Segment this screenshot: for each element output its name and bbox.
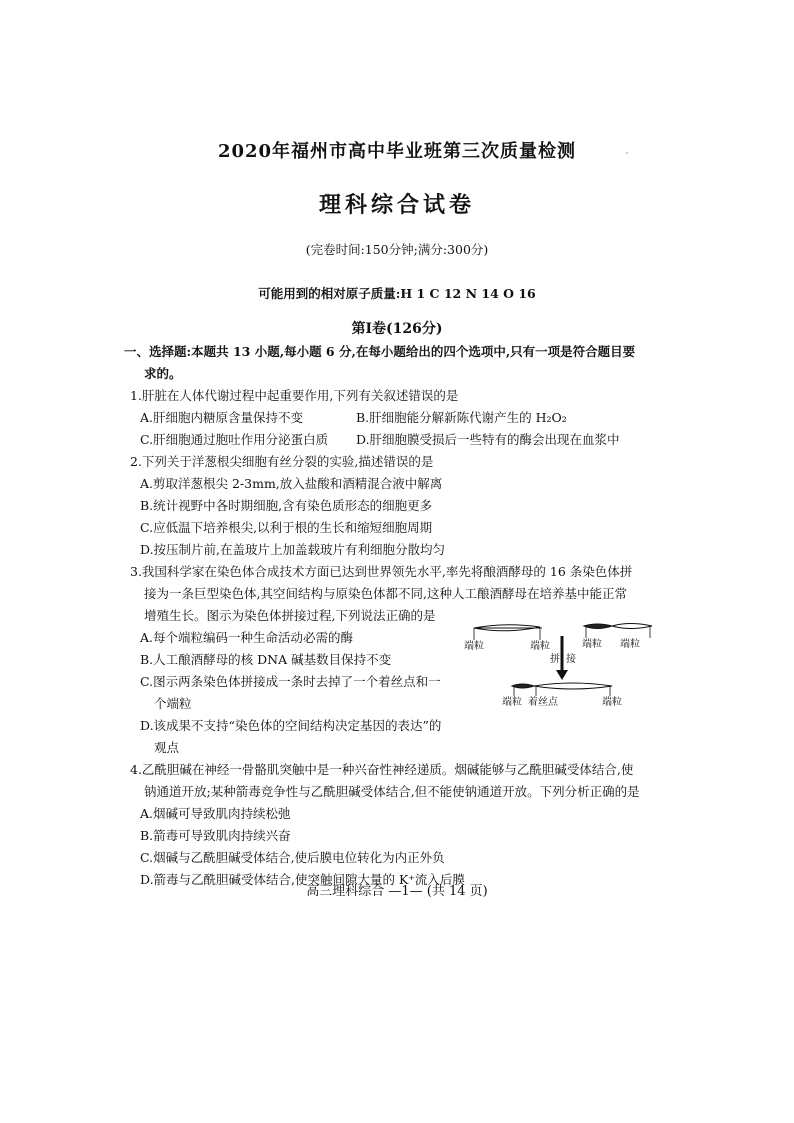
label-splice-2: 接: [566, 654, 576, 665]
q3-option-b: B.人工酿酒酵母的核 DNA 碱基数目保持不变: [140, 652, 392, 667]
q3-option-c-line1: C.图示两条染色体拼接成一条时去掉了一个着丝点和一: [140, 674, 441, 689]
q1-option-a: A.肝细胞内糖原含量保持不变: [140, 410, 304, 425]
q4-option-c: C.烟碱与乙酰胆碱受体结合,使后膜电位转化为内正外负: [140, 850, 445, 865]
time-info: (完卷时间:150分钟;满分:300分): [305, 242, 489, 257]
paper-title: 理科综合试卷: [318, 193, 475, 218]
section-instruction-line2: 求的。: [144, 366, 182, 381]
q1-stem: 1.肝脏在人体代谢过程中起重要作用,下列有关叙述错误的是: [130, 388, 459, 403]
q4-option-d: D.箭毒与乙酰胆碱受体结合,使突触间隙大量的 K⁺流入后膜: [140, 872, 465, 887]
chromosome-right-top: [584, 624, 652, 639]
q3-option-c-line2: 个端粒: [154, 696, 192, 711]
q4-stem-line1: 4.乙酰胆碱在神经一骨骼肌突触中是一种兴奋性神经递质。烟碱能够与乙酰胆碱受体结合,使: [130, 762, 634, 777]
page-footer: 高三理科综合 —1— (共 14 页): [306, 884, 488, 899]
q2-stem: 2.下列关于洋葱根尖细胞有丝分裂的实验,描述错误的是: [130, 454, 434, 469]
q2-option-a: A.剪取洋葱根尖 2-3mm,放入盐酸和酒精混合液中解离: [140, 476, 443, 491]
q3-option-d-line2: 观点: [154, 740, 180, 755]
q2-option-d: D.按压制片前,在盖玻片上加盖载玻片有利细胞分散均匀: [140, 542, 446, 557]
exam-title: 2020年福州市高中毕业班第三次质量检测: [217, 141, 577, 162]
q3-stem-line3: 增殖生长。图示为染色体拼接过程,下列说法正确的是: [144, 608, 436, 623]
label-splice-1: 拼: [550, 654, 560, 665]
chromosome-combined: [512, 683, 612, 696]
section-instruction-line1: 一、选择题:本题共 13 小题,每小题 6 分,在每小题给出的四个选项中,只有一项是符合题目要: [124, 344, 636, 359]
q3-stem-line2: 接为一条巨型染色体,其空间结构与原染色体都不同,这种人工酿酒酵母在培养基中能正常: [144, 586, 627, 601]
q3-stem-line1: 3.我国科学家在染色体合成技术方面已达到世界领先水平,率先将酿酒酵母的 16 条染色体拼: [130, 564, 633, 579]
chromosome-splice-diagram: [462, 616, 662, 716]
q4-option-a: A.烟碱可导致肌肉持续松弛: [140, 806, 291, 821]
q4-option-b: B.箭毒可导致肌肉持续兴奋: [140, 828, 291, 843]
label-telomere-r2: 端粒: [620, 639, 640, 650]
q1-option-d: D.肝细胞膜受损后一些特有的酶会出现在血浆中: [356, 432, 620, 447]
label-bottom-telomere-left: 端粒: [502, 697, 522, 708]
label-bottom-centromere: 着丝点: [528, 697, 558, 708]
q1-option-c: C.肝细胞通过胞吐作用分泌蛋白质: [140, 432, 329, 447]
label-telomere-left-top: 端粒: [464, 641, 484, 652]
scan-speck: [626, 152, 628, 154]
q4-stem-line2: 钠通道开放;某种箭毒竞争性与乙酰胆碱受体结合,但不能使钠通道开放。下列分析正确的是: [144, 784, 640, 799]
q3-option-d-line1: D.该成果不支持“染色体的空间结构决定基因的表达”的: [140, 718, 442, 733]
label-bottom-telomere-right: 端粒: [602, 697, 622, 708]
label-telomere-r1: 端粒: [582, 639, 602, 650]
chromosome-left-top: [474, 625, 542, 640]
q2-option-c: C.应低温下培养根尖,以利于根的生长和缩短细胞周期: [140, 520, 433, 535]
volume-heading: 第Ⅰ卷(126分): [351, 321, 443, 337]
label-telomere-mid-top: 端粒: [530, 641, 550, 652]
q3-option-a: A.每个端粒编码一种生命活动必需的酶: [140, 630, 354, 645]
q2-option-b: B.统计视野中各时期细胞,含有染色质形态的细胞更多: [140, 498, 433, 513]
atomic-masses: 可能用到的相对原子质量:H 1 C 12 N 14 O 16: [258, 286, 536, 301]
q1-option-b: B.肝细胞能分解新陈代谢产生的 H₂O₂: [356, 410, 567, 425]
